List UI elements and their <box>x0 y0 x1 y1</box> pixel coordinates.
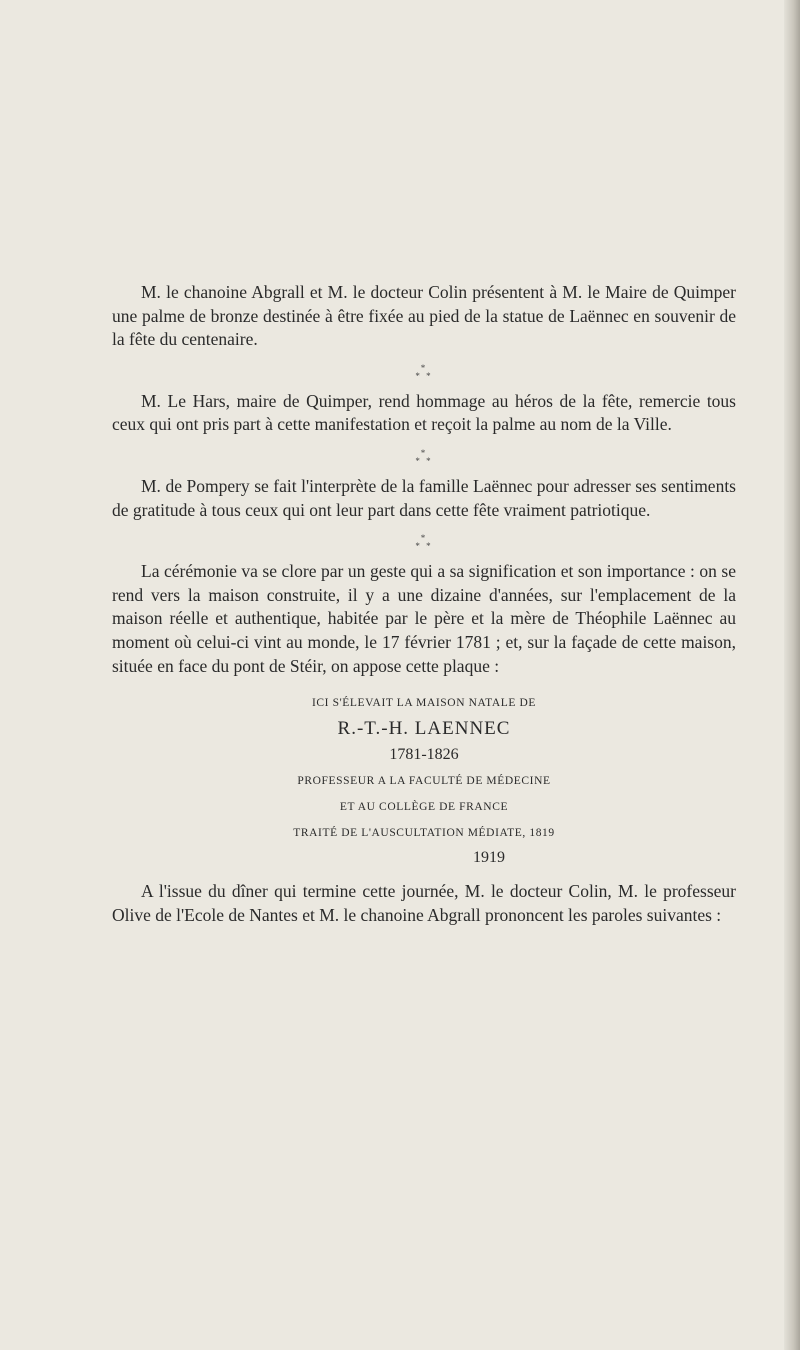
paragraph-4: La cérémonie va se clore par un geste qui a sa signification et son importance : on se rend vers la maison construite, il y a une dizaine d'années, sur l'emplacement de la maison réelle et authentique, habitée par le père et la mère de Théophile Laënnec au moment où celui-ci vint au monde, le 17 février 1781 ; et, sur la façade de cette maison, située en face du pont de Stéir, on appose cette plaque : <box>112 561 736 676</box>
plaque-line-3: ET AU COLLÈGE DE FRANCE <box>339 801 509 814</box>
paragraph-1: M. le chanoine Abgrall et M. le docteur Colin présentent à M. le Maire de Quimper une palme de bronze destinée à être fixée au pied de la statue de Laënnec en souvenir de la fête du centenaire. <box>112 282 736 350</box>
plaque-line-4: TRAITÉ DE L'AUSCULTATION MÉDIATE, 1819 <box>293 827 555 840</box>
plaque-dates: 1781-1826 <box>389 746 459 764</box>
page-edge <box>784 0 800 1350</box>
plaque-inscription <box>112 690 736 870</box>
section-separator-2: * * * <box>415 447 433 466</box>
section-separator-1: * * * <box>415 362 433 381</box>
paragraph-2: M. Le Hars, maire de Quimper, rend hommage au héros de la fête, remercie tous ceux qui ont pris part à cette manifestation et reçoit la palme au nom de la Ville. <box>112 390 736 435</box>
paragraph-5: A l'issue du dîner qui termine cette journée, M. le docteur Colin, M. le professeur Olive de l'Ecole de Nantes et M. le chanoine Abgrall prononcent les paroles suivantes : <box>112 881 736 925</box>
section-separator-3: * * * <box>415 533 433 552</box>
plaque-name: R.-T.-H. LAENNEC <box>337 718 511 740</box>
plaque-line-2: PROFESSEUR A LA FACULTÉ DE MÉDECINE <box>297 775 551 788</box>
text-block <box>112 281 736 927</box>
plaque-year: 1919 <box>473 849 505 867</box>
plaque-line-1: ICI S'ÉLEVAIT LA MAISON NATALE DE <box>311 697 536 710</box>
paragraph-3: M. de Pompery se fait l'interprète de la famille Laënnec pour adresser ses sentiments de gratitude à tous ceux qui ont leur part dans cette fête vraiment patriotique. <box>112 475 736 520</box>
